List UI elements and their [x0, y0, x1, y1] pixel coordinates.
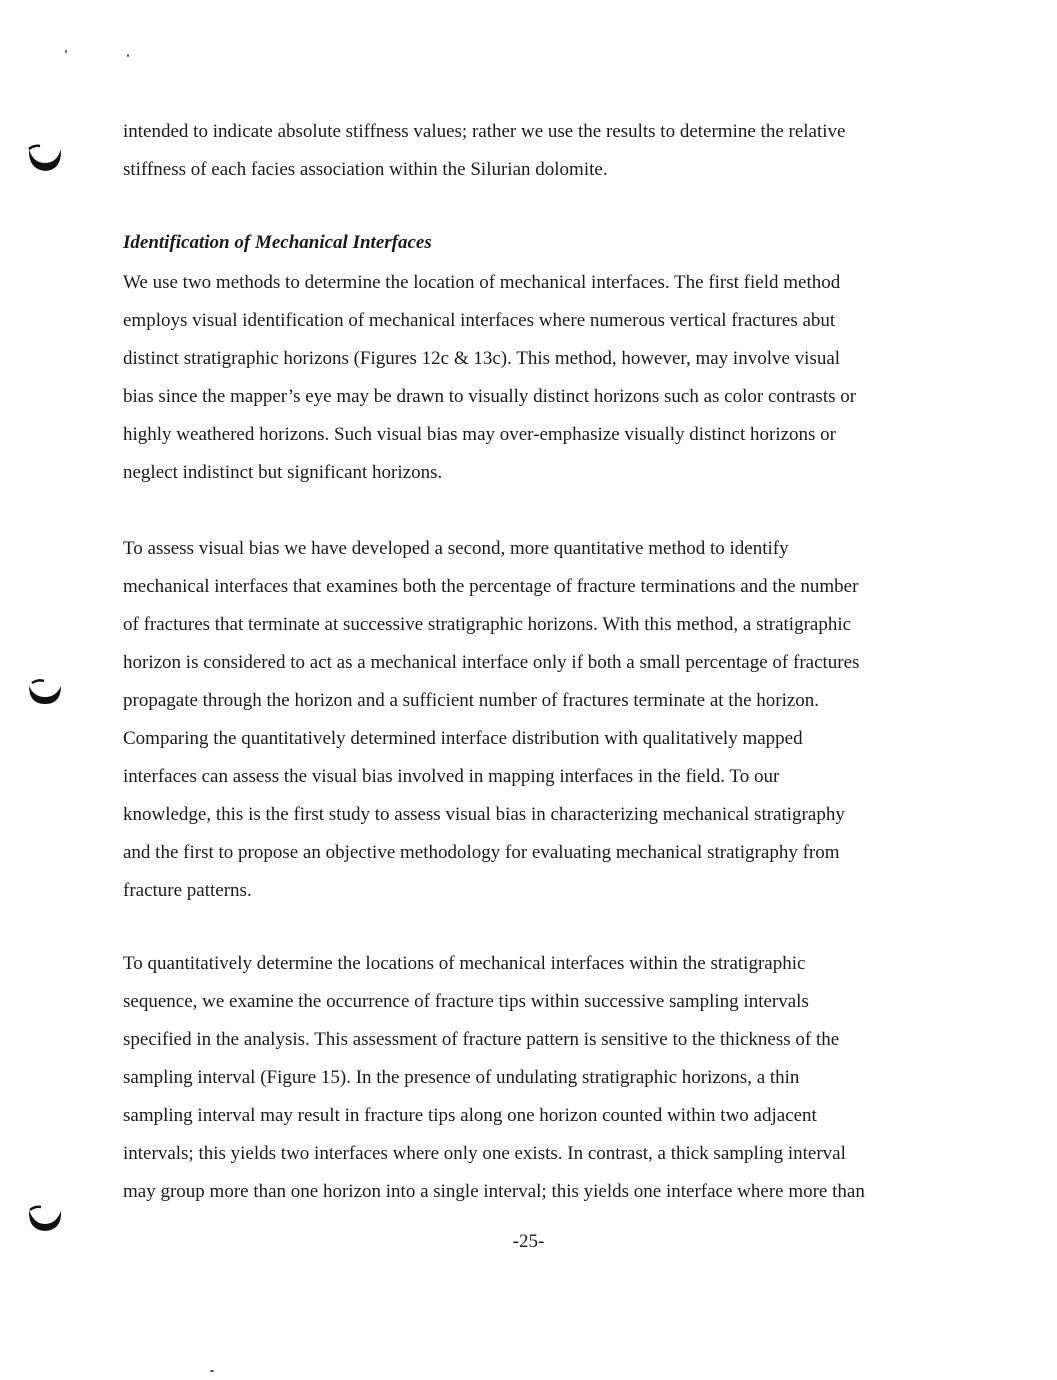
paragraph-3 [123, 945, 953, 1211]
text-line: employs visual identification of mechanical interfaces where numerous vertical fractures abut [123, 310, 836, 331]
section-heading [123, 224, 953, 262]
text-line: propagate through the horizon and a sufficient number of fractures terminate at the horizon. [123, 690, 820, 711]
text-line: may group more than one horizon into a single interval; this yields one interface where more than [123, 1181, 865, 1202]
text-line: distinct stratigraphic horizons (Figures 12c & 13c). This method, however, may involve visual [123, 348, 841, 369]
text-line: intervals; this yields two interfaces where only one exists. In contrast, a thick sampling interval [123, 1143, 846, 1164]
scan-speck [65, 50, 67, 53]
text-line: stiffness of each facies association within the Silurian dolomite. [123, 159, 608, 180]
binder-hole-icon [26, 143, 64, 173]
text-line: neglect indistinct but significant horizons. [123, 462, 443, 483]
text-line: and the first to propose an objective methodology for evaluating mechanical stratigraphy from [123, 842, 840, 863]
text-line: To assess visual bias we have developed a second, more quantitative method to identify [123, 538, 789, 559]
opening-paragraph [123, 113, 953, 189]
text-line: fracture patterns. [123, 880, 252, 901]
text-line: knowledge, this is the first study to assess visual bias in characterizing mechanical stratigraphy [123, 804, 845, 825]
text-line: specified in the analysis. This assessment of fracture pattern is sensitive to the thickness of the [123, 1029, 840, 1050]
binder-hole-icon [26, 676, 64, 706]
page-number: -25- [512, 1231, 545, 1252]
text-line: We use two methods to determine the location of mechanical interfaces. The first field method [123, 272, 841, 293]
text-line: horizon is considered to act as a mechanical interface only if both a small percentage of fractures [123, 652, 860, 673]
scan-speck [210, 1370, 214, 1372]
heading-text: Identification of Mechanical Interfaces [123, 232, 432, 253]
text-line: sampling interval may result in fracture tips along one horizon counted within two adjacent [123, 1105, 817, 1126]
text-line: interfaces can assess the visual bias involved in mapping interfaces in the field. To our [123, 766, 780, 787]
text-line: sampling interval (Figure 15). In the presence of undulating stratigraphic horizons, a thin [123, 1067, 800, 1088]
scan-speck [127, 54, 129, 57]
text-line: Comparing the quantitatively determined interface distribution with qualitatively mapped [123, 728, 803, 749]
text-line: intended to indicate absolute stiffness values; rather we use the results to determine the relative [123, 121, 846, 142]
text-line: of fractures that terminate at successive stratigraphic horizons. With this method, a stratigraphic [123, 614, 852, 635]
paragraph-1 [123, 264, 953, 492]
text-line: highly weathered horizons. Such visual bias may over-emphasize visually distinct horizons or [123, 424, 837, 445]
text-line: bias since the mapper’s eye may be drawn to visually distinct horizons such as color contrasts or [123, 386, 857, 407]
paragraph-2 [123, 530, 953, 910]
text-line: To quantitatively determine the locations of mechanical interfaces within the stratigraphic [123, 953, 806, 974]
text-line: mechanical interfaces that examines both the percentage of fracture terminations and the number [123, 576, 859, 597]
text-line: sequence, we examine the occurrence of fracture tips within successive sampling intervals [123, 991, 809, 1012]
